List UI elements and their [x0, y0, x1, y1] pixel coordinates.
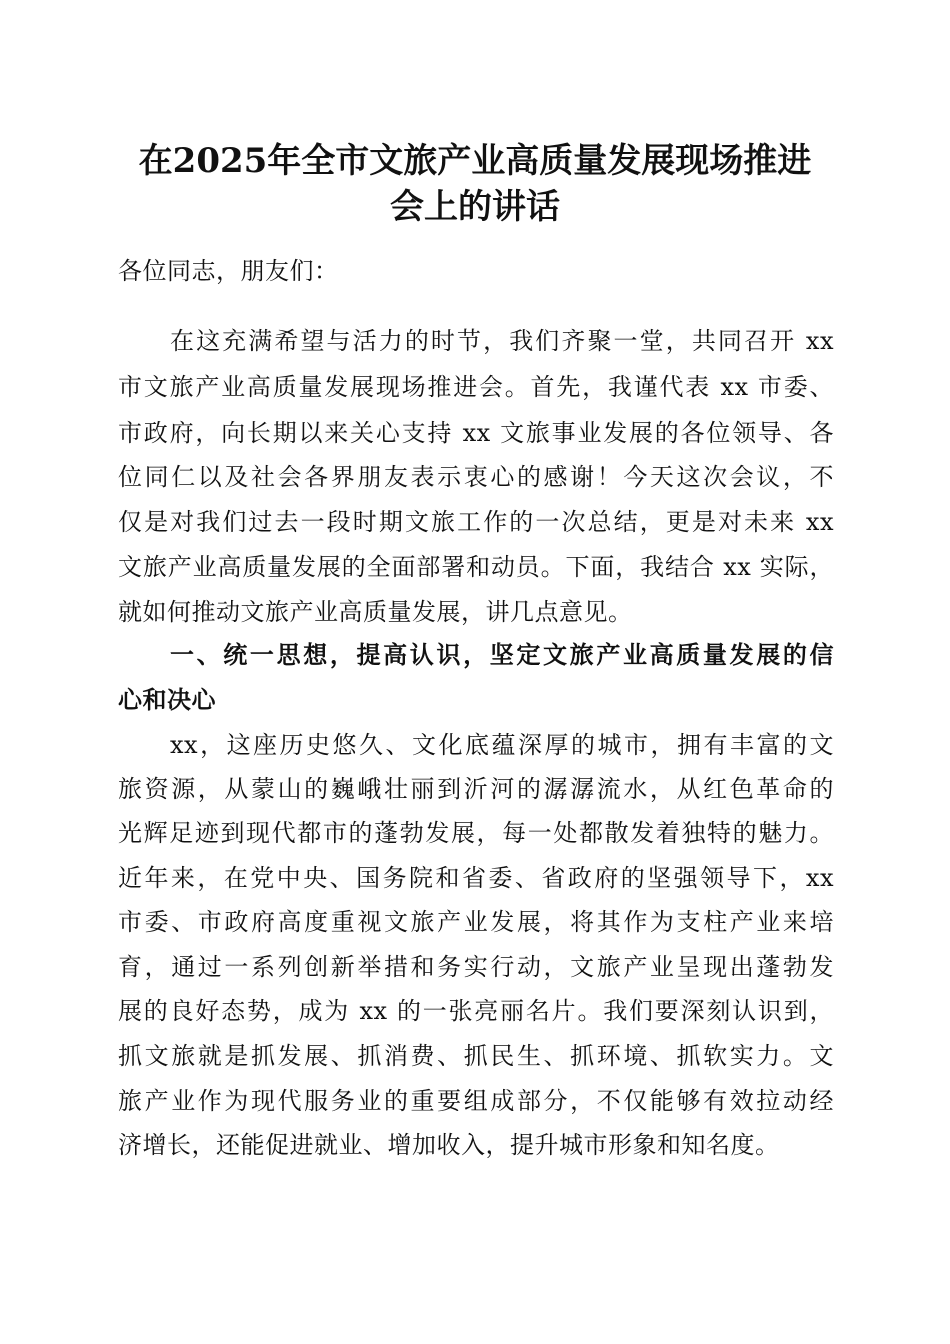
paragraph-1-line-3: 市政府，向长期以来关心支持 xx 文旅事业发展的各位领导、各	[118, 419, 834, 447]
paragraph-2-line-2: 旅资源，从蒙山的巍峨壮丽到沂河的潺潺流水，从红色革命的	[118, 775, 834, 803]
section-heading-line-2: 心和决心	[118, 685, 216, 714]
paragraph-1-line-1: 在这充满希望与活力的时节，我们齐聚一堂，共同召开 xx	[170, 327, 834, 355]
paragraph-2-line-4: 近年来，在党中央、国务院和省委、省政府的坚强领导下，xx	[118, 864, 834, 892]
paragraph-2-line-1: xx，这座历史悠久、文化底蕴深厚的城市，拥有丰富的文	[170, 731, 834, 759]
paragraph-2-line-9: 旅产业作为现代服务业的重要组成部分，不仅能够有效拉动经	[118, 1087, 834, 1115]
section-heading-line-1: 一、统一思想，提高认识，坚定文旅产业高质量发展的信	[170, 640, 834, 669]
paragraph-2-line-10: 济增长，还能促进就业、增加收入，提升城市形象和知名度。	[118, 1131, 780, 1159]
paragraph-2-line-8: 抓文旅就是抓发展、抓消费、抓民生、抓环境、抓软实力。文	[118, 1042, 834, 1070]
salutation: 各位同志，朋友们：	[118, 257, 339, 285]
paragraph-2-line-3: 光辉足迹到现代都市的蓬勃发展，每一处都散发着独特的魅力。	[118, 819, 834, 847]
paragraph-1-line-6: 文旅产业高质量发展的全面部署和动员。下面，我结合 xx 实际，	[118, 553, 834, 581]
paragraph-2-line-5: 市委、市政府高度重视文旅产业发展，将其作为支柱产业来培	[118, 908, 834, 936]
document-title-line-1: 在2025年全市文旅产业高质量发展现场推进	[138, 141, 812, 181]
document-title-line-2: 会上的讲话	[390, 187, 560, 227]
paragraph-1-line-4: 位同仁以及社会各界朋友表示衷心的感谢！今天这次会议，不	[118, 463, 834, 491]
paragraph-1-line-5: 仅是对我们过去一段时期文旅工作的一次总结，更是对未来 xx	[118, 508, 834, 536]
paragraph-2-line-6: 育，通过一系列创新举措和务实行动，文旅产业呈现出蓬勃发	[118, 953, 834, 981]
paragraph-1-line-2: 市文旅产业高质量发展现场推进会。首先，我谨代表 xx 市委、	[118, 373, 834, 401]
paragraph-2-line-7: 展的良好态势，成为 xx 的一张亮丽名片。我们要深刻认识到，	[118, 997, 834, 1025]
paragraph-1-line-7: 就如何推动文旅产业高质量发展，讲几点意见。	[118, 598, 633, 626]
